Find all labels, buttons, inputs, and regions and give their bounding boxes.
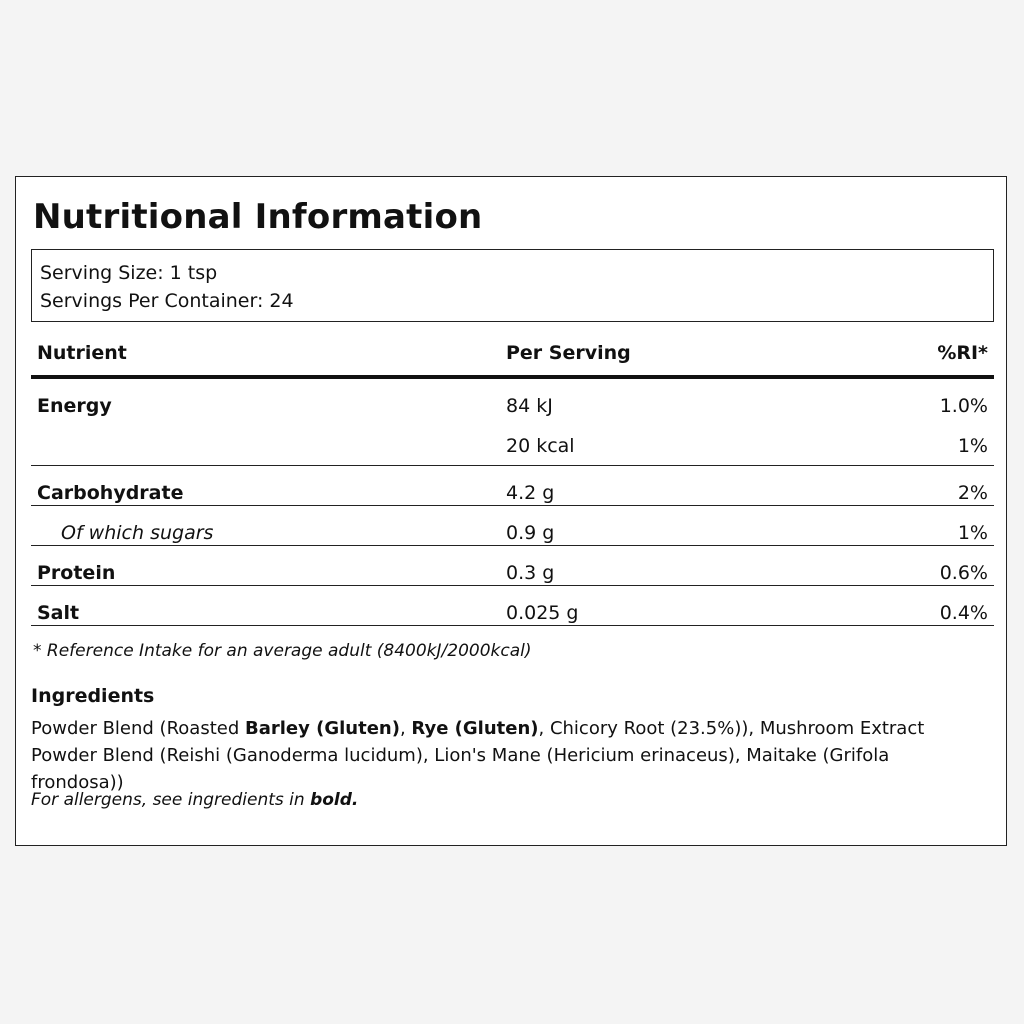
allergen-note [31,787,358,813]
allergen-note-text: For allergens, see ingredients in [31,790,311,810]
table-row-energy [31,379,994,466]
salt-ri: 0.4% [939,602,988,624]
sugars-value: 0.9 g [506,522,555,544]
energy-kj-ri: 1.0% [939,395,988,417]
servings-per-container: Servings Per Container: 24 [40,290,294,312]
ingredients-heading: Ingredients [31,685,155,707]
sugars-ri: 1% [957,522,988,544]
nutrient-table-body [31,379,994,626]
table-row-protein [31,546,994,586]
protein-ri: 0.6% [939,562,988,584]
nutrient-name-carbohydrate: Carbohydrate [37,482,184,504]
table-row-carbohydrate [31,466,994,506]
header-nutrient: Nutrient [37,342,127,364]
nutrient-table-header [31,339,994,379]
allergen-note-emphasis: bold. [310,790,359,810]
table-row-salt [31,586,994,626]
header-per-serving: Per Serving [506,342,631,364]
header-ri: %RI* [937,342,988,364]
energy-kj-value: 84 kJ [506,395,553,417]
ingredients-part-2: , [399,718,412,739]
nutrient-name-salt: Salt [37,602,80,624]
ingredients-text [31,715,986,796]
nutrient-name-sugars: Of which sugars [61,522,214,544]
ingredients-part-3: , Chicory Root (23.5%)), Mushroom Extract Powder Blend (Reishi (Ganoderma lucidum), Lion's Mane (Hericium erinaceus), Maitake (Grifola frondosa)) [31,718,925,793]
protein-value: 0.3 g [506,562,555,584]
nutrition-label-panel [15,176,1007,846]
energy-kcal-value: 20 kcal [506,435,575,457]
carbohydrate-ri: 2% [957,482,988,504]
allergen-rye: Rye (Gluten) [411,718,539,739]
nutrient-name-protein: Protein [37,562,116,584]
serving-size: Serving Size: 1 tsp [40,262,218,284]
salt-value: 0.025 g [506,602,579,624]
allergen-barley: Barley (Gluten) [244,718,400,739]
label-title: Nutritional Information [33,197,483,237]
table-row-sugars [31,506,994,546]
reference-intake-footnote: * Reference Intake for an average adult (8400kJ/2000kcal) [33,641,532,661]
energy-kcal-ri: 1% [957,435,988,457]
ingredients-part-1: Powder Blend (Roasted [31,718,245,739]
carbohydrate-value: 4.2 g [506,482,555,504]
serving-info-box [31,249,994,322]
nutrient-name-energy: Energy [37,395,112,417]
